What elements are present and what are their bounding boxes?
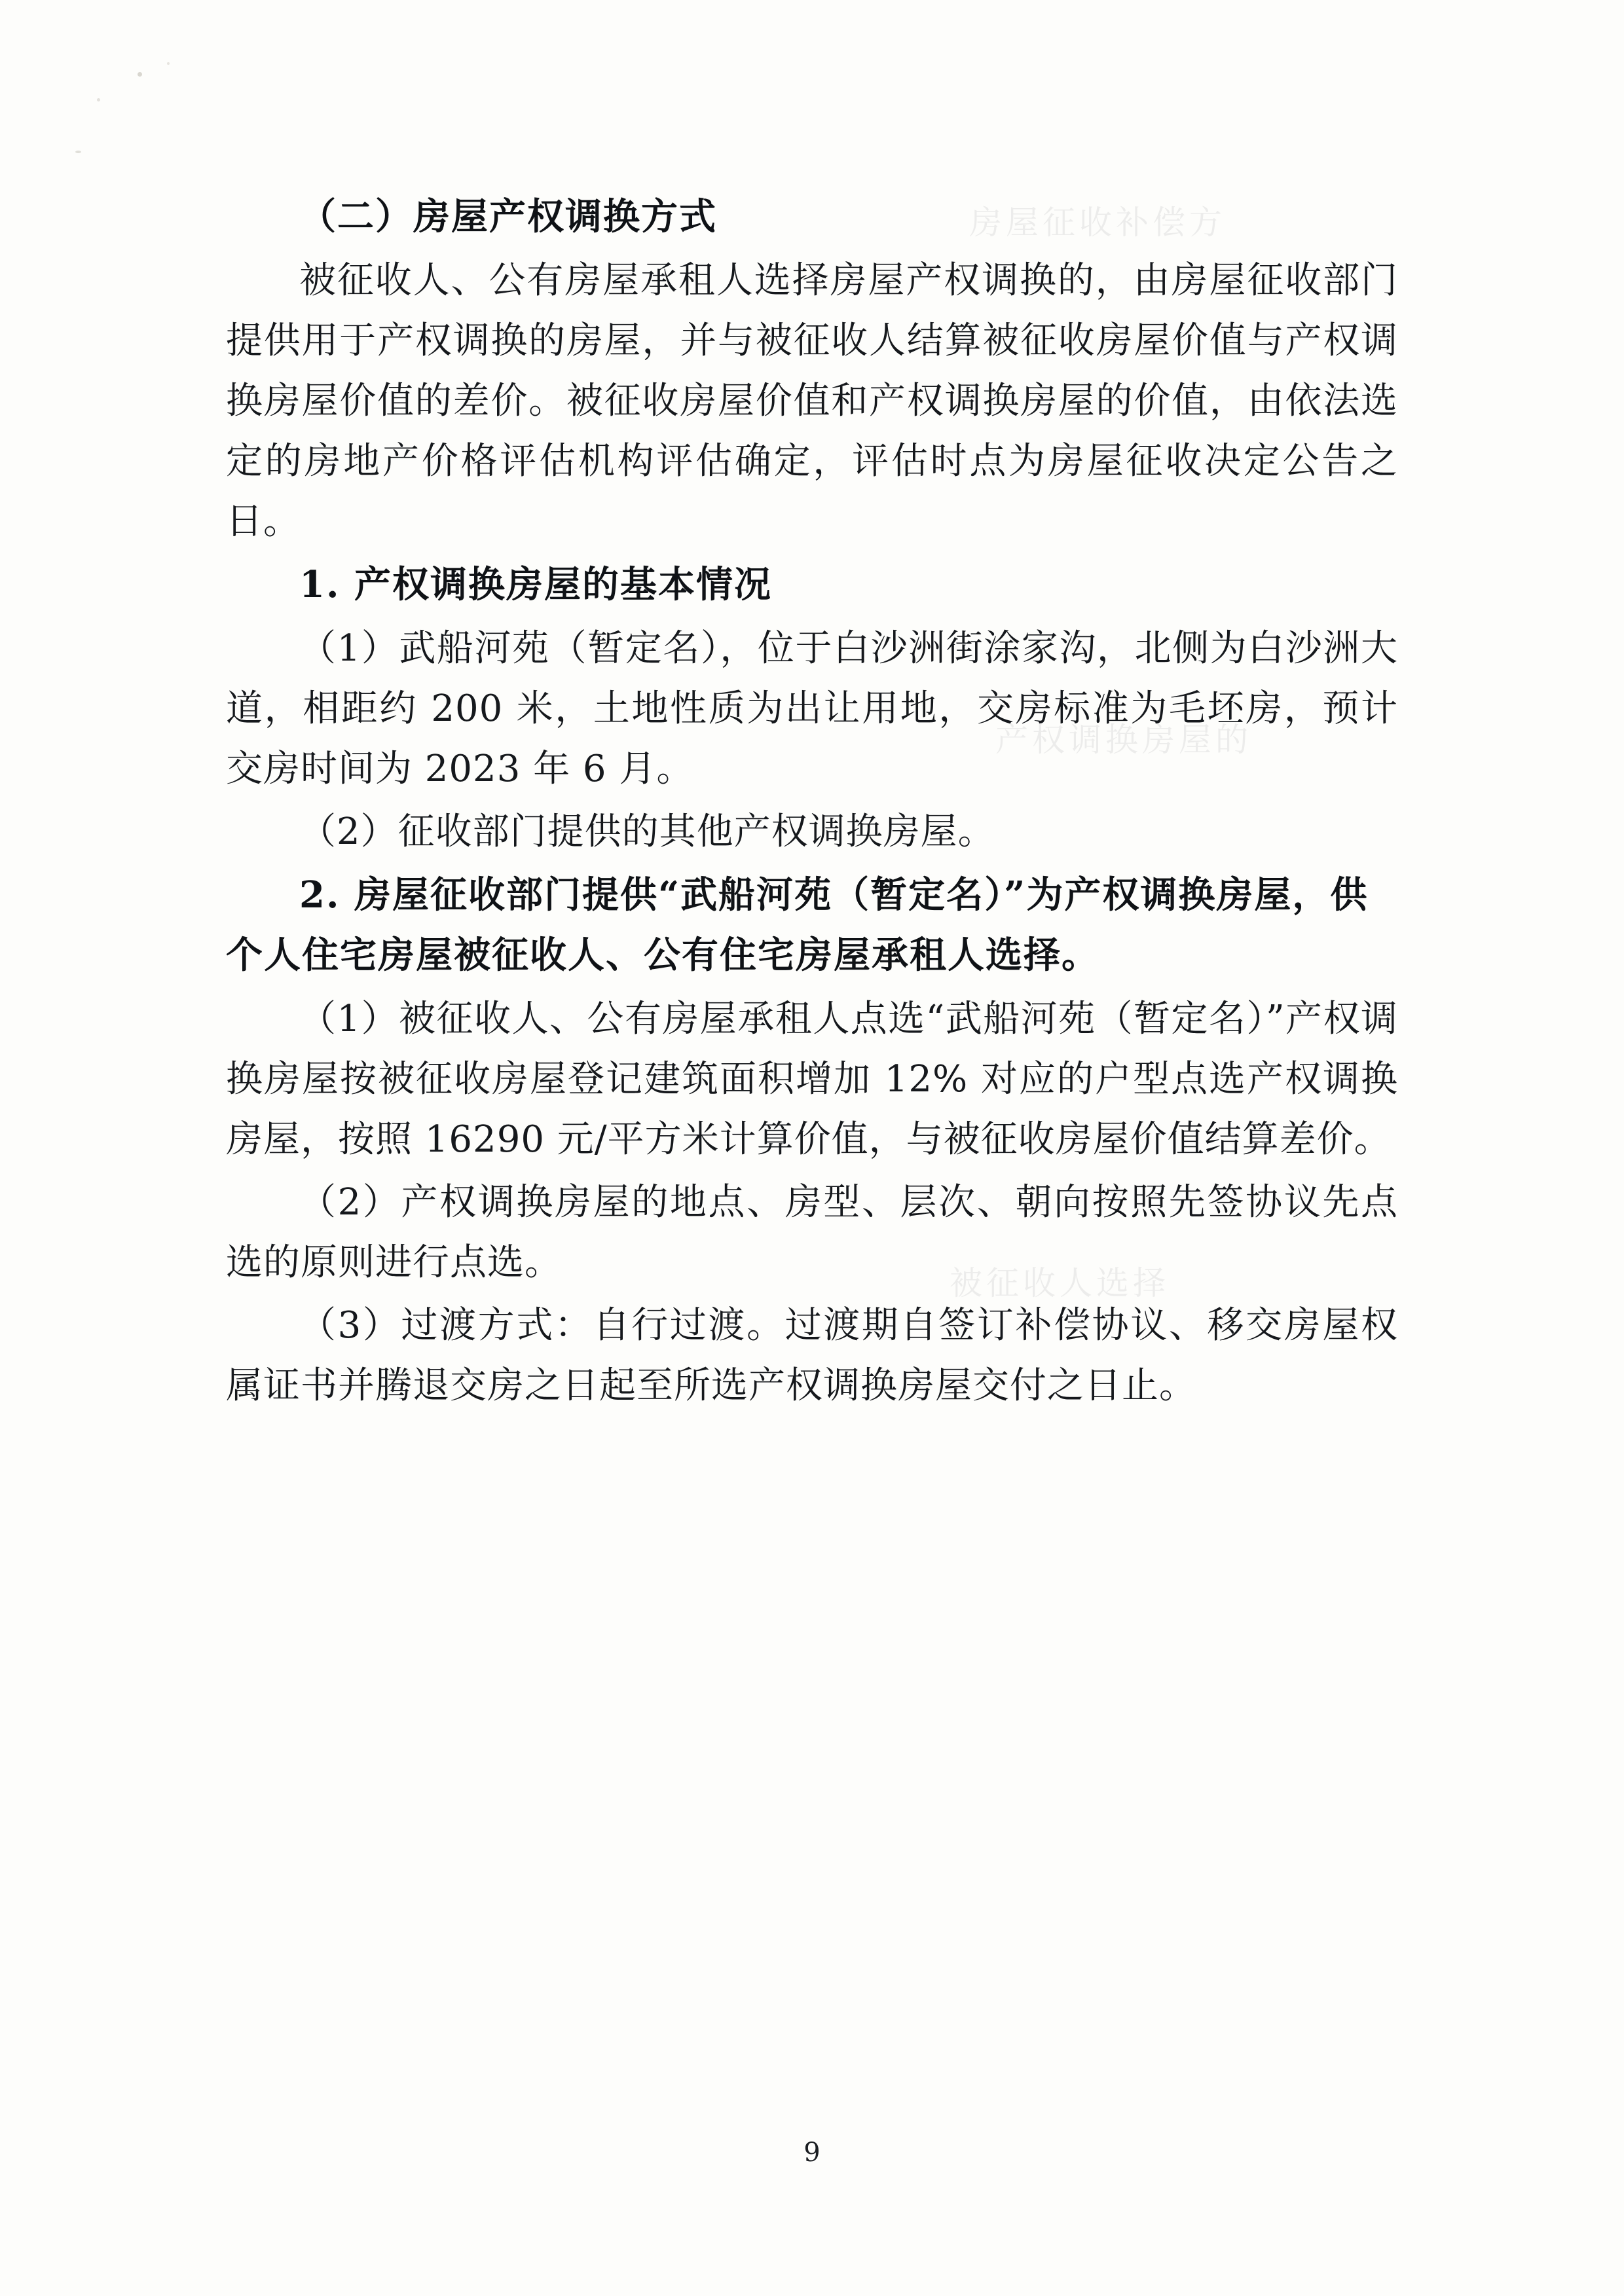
paragraph-exchange-overview: 被征收人、公有房屋承租人选择房屋产权调换的，由房屋征收部门提供用于产权调换的房屋，并与被征收人结算被征收房屋价值与产权调换房屋价值的差价。被征收房屋价值和产权调换房屋的价值，由依法选定的房地产价格评估机构评估确定，评估时点为房屋征收决定公告之日。 — [226, 259, 1398, 543]
scan-speckle — [138, 72, 142, 77]
paragraph-selection-rule-area: （1）被征收人、公有房屋承租人点选“武船河苑（暂定名）”产权调换房屋按被征收房屋登记建筑面积增加 12% 对应的户型点选产权调换房屋，按照 16290 元/平方米计算价值，与被征收房屋价值结算差价。 — [226, 998, 1398, 1161]
section-heading-basic-info: 1. 产权调换房屋的基本情况 — [299, 563, 772, 606]
paragraph-selection-order: （2）产权调换房屋的地点、房型、层次、朝向按照先签协议先点选的原则进行点选。 — [226, 1181, 1398, 1284]
document-body — [226, 187, 1398, 1419]
page-number: 9 — [803, 2138, 821, 2168]
paragraph-wuchuan-heyuan: （1）武船河苑（暂定名），位于白沙洲街涂家沟，北侧为白沙洲大道，相距约 200 米，土地性质为出让用地，交房标准为毛坯房，预计交房时间为 2023 年 6 月。 — [226, 627, 1398, 790]
paragraph-other-exchange-houses: （2）征收部门提供的其他产权调换房屋。 — [299, 811, 995, 853]
scan-speckle — [167, 62, 170, 65]
section-heading-provided-by-department: 2. 房屋征收部门提供“武船河苑（暂定名）”为产权调换房屋，供个人住宅房屋被征收人、公有住宅房屋承租人选择。 — [226, 873, 1369, 977]
paper-showthrough-text: 房屋征收补偿方 — [969, 204, 1226, 242]
scan-speckle — [97, 98, 100, 101]
scan-speckle — [75, 151, 81, 153]
section-heading-property-exchange: （二）房屋产权调换方式 — [299, 195, 717, 238]
paragraph-transition-method: （3）过渡方式：自行过渡。过渡期自签订补偿协议、移交房屋权属证书并腾退交房之日起至所选产权调换房屋交付之日止。 — [226, 1304, 1398, 1407]
paper-showthrough-text: 产权调换房屋的 — [995, 721, 1252, 759]
paper-showthrough-text: 被征收人选择 — [950, 1264, 1170, 1302]
